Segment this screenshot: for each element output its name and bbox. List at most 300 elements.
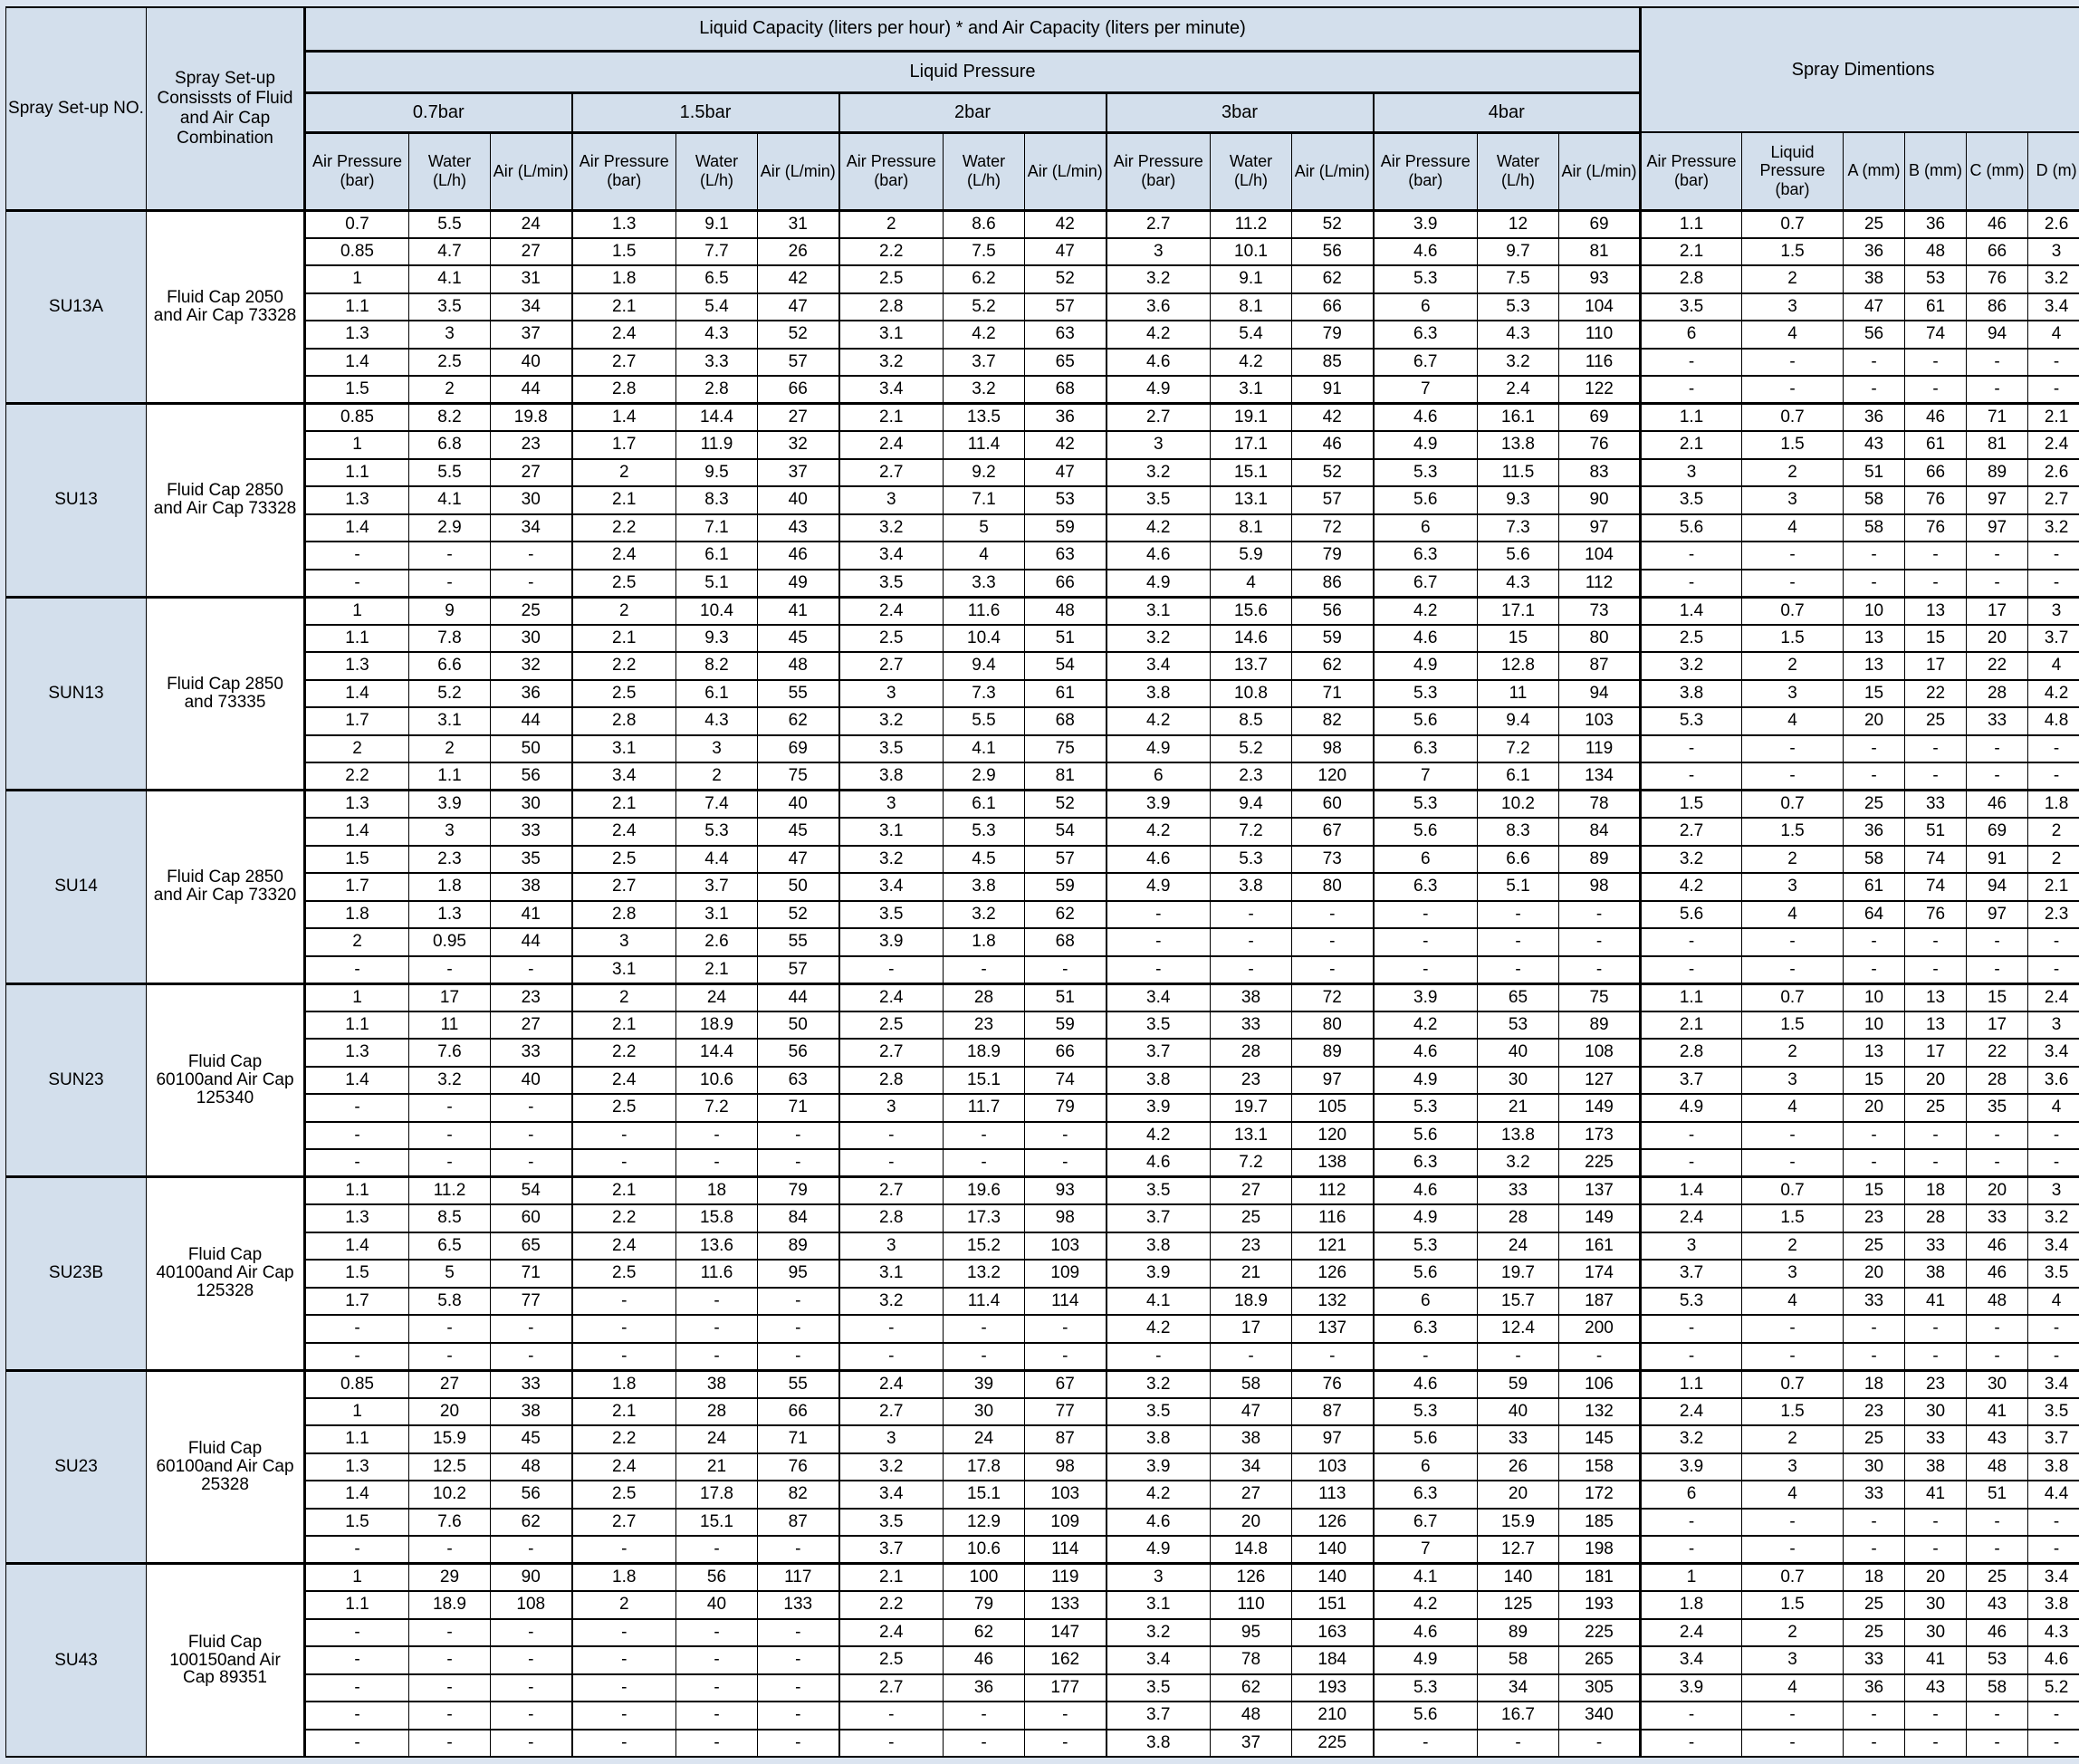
value-cell: 90 [491, 1564, 572, 1592]
value-cell: 125 [1478, 1591, 1559, 1619]
value-cell: 3 [839, 1232, 944, 1261]
value-cell: - [2028, 956, 2079, 984]
value-cell: 132 [1559, 1398, 1641, 1426]
value-cell: - [1292, 956, 1374, 984]
table-row [6, 1149, 2079, 1177]
value-cell: 17 [1211, 1315, 1292, 1343]
value-cell: - [1844, 1536, 1905, 1564]
value-cell: 18.9 [944, 1039, 1025, 1067]
value-cell: 11.2 [1211, 210, 1292, 238]
value-cell: 4.2 [1107, 818, 1211, 846]
value-cell: - [491, 1536, 572, 1564]
value-cell: 6.3 [1374, 1481, 1478, 1509]
value-cell: 9.3 [676, 625, 758, 653]
value-cell: 33 [1967, 1204, 2028, 1232]
value-cell: 2.6 [2028, 210, 2079, 238]
value-cell: - [409, 1094, 491, 1122]
value-cell: 34 [491, 514, 572, 542]
value-cell: 2 [305, 928, 409, 956]
value-cell: 41 [1905, 1288, 1967, 1316]
value-cell: - [944, 1122, 1025, 1150]
value-cell: 5.6 [1374, 707, 1478, 735]
value-cell: 33 [491, 1370, 572, 1398]
value-cell: - [491, 1315, 572, 1343]
value-cell: 74 [1905, 321, 1967, 349]
value-cell: 4.6 [1374, 1619, 1478, 1647]
value-cell: 4.9 [1107, 570, 1211, 598]
value-cell: - [409, 542, 491, 570]
value-cell: 4 [1742, 321, 1844, 349]
value-cell: - [839, 1315, 944, 1343]
value-cell: - [1742, 762, 1844, 791]
spray-dimensions-header: Spray Dimentions [1641, 7, 2079, 132]
value-cell: 31 [758, 210, 839, 238]
value-cell: 30 [1967, 1370, 2028, 1398]
value-cell: 84 [758, 1204, 839, 1232]
value-cell: 4 [1742, 1674, 1844, 1702]
value-cell: - [305, 956, 409, 984]
value-cell: 137 [1559, 1177, 1641, 1205]
value-cell: - [1844, 1730, 1905, 1758]
value-cell: - [2028, 735, 2079, 763]
value-cell: 38 [1905, 1260, 1967, 1288]
value-cell: 52 [758, 321, 839, 349]
value-cell: 0.85 [305, 404, 409, 432]
value-cell: 3.9 [409, 791, 491, 819]
value-cell: 3 [1742, 486, 1844, 514]
value-cell: - [1641, 1509, 1742, 1537]
value-cell: - [1211, 956, 1292, 984]
value-cell: 5.1 [676, 570, 758, 598]
value-cell: 5.9 [1211, 542, 1292, 570]
value-cell: 4 [1742, 1481, 1844, 1509]
value-cell: 4.2 [1641, 873, 1742, 901]
value-cell: 10.4 [944, 625, 1025, 653]
value-cell: 15.9 [409, 1425, 491, 1453]
value-cell: 7.4 [676, 791, 758, 819]
table-row [6, 376, 2079, 404]
value-cell: 3.4 [839, 542, 944, 570]
column-subheader: Air (L/min) [1559, 132, 1641, 210]
value-cell: 2.4 [572, 818, 676, 846]
value-cell: 27 [1211, 1177, 1292, 1205]
value-cell: 3 [839, 680, 944, 708]
value-cell: 1.1 [305, 625, 409, 653]
value-cell: 127 [1559, 1067, 1641, 1095]
value-cell: 97 [1559, 514, 1641, 542]
value-cell: 3 [2028, 597, 2079, 625]
value-cell: 3 [1742, 293, 1844, 321]
value-cell: 98 [1025, 1453, 1107, 1481]
value-cell: 4.3 [1478, 321, 1559, 349]
value-cell: 30 [1905, 1619, 1967, 1647]
value-cell: 2.1 [2028, 873, 2079, 901]
value-cell: 33 [1905, 1425, 1967, 1453]
value-cell: 76 [1905, 486, 1967, 514]
value-cell: 4.6 [1107, 349, 1211, 377]
value-cell: 210 [1292, 1702, 1374, 1730]
value-cell: - [1967, 1149, 2028, 1177]
value-cell: 3 [676, 735, 758, 763]
value-cell: 19.8 [491, 404, 572, 432]
value-cell: 19.7 [1478, 1260, 1559, 1288]
value-cell: 3.2 [944, 376, 1025, 404]
value-cell: 1.8 [944, 928, 1025, 956]
value-cell: 55 [758, 928, 839, 956]
value-cell: 4.9 [1107, 1536, 1211, 1564]
value-cell: 4.1 [409, 265, 491, 293]
value-cell: 4.2 [1107, 1481, 1211, 1509]
value-cell: 2.1 [572, 791, 676, 819]
value-cell: 2.7 [2028, 486, 2079, 514]
value-cell: 185 [1559, 1509, 1641, 1537]
value-cell: - [1742, 956, 1844, 984]
value-cell: 23 [1844, 1204, 1905, 1232]
value-cell: - [1967, 1730, 2028, 1758]
dimension-subheader: Liquid Pressure (bar) [1742, 132, 1844, 210]
value-cell: 74 [1905, 873, 1967, 901]
value-cell: 42 [1025, 431, 1107, 459]
value-cell: - [2028, 1315, 2079, 1343]
value-cell: - [1025, 1343, 1107, 1371]
value-cell: 3.2 [2028, 514, 2079, 542]
value-cell: 12.7 [1478, 1536, 1559, 1564]
value-cell: 1.3 [305, 1039, 409, 1067]
value-cell: 80 [1559, 625, 1641, 653]
value-cell: 28 [1967, 1067, 2028, 1095]
value-cell: 2 [1742, 1619, 1844, 1647]
value-cell: 48 [1967, 1453, 2028, 1481]
value-cell: 2.6 [676, 928, 758, 956]
value-cell: - [1107, 1343, 1211, 1371]
value-cell: 8.1 [1211, 293, 1292, 321]
value-cell: 3.4 [1107, 652, 1211, 680]
table-row [6, 956, 2079, 984]
value-cell: 50 [758, 873, 839, 901]
value-cell: 3 [409, 818, 491, 846]
value-cell: 3 [1641, 459, 1742, 487]
value-cell: 55 [758, 1370, 839, 1398]
value-cell: 3.5 [2028, 1398, 2079, 1426]
value-cell: 0.7 [1742, 1370, 1844, 1398]
value-cell: 1.3 [305, 486, 409, 514]
value-cell: 15.6 [1211, 597, 1292, 625]
value-cell: 6 [1374, 293, 1478, 321]
value-cell: 28 [1905, 1204, 1967, 1232]
value-cell: 4.9 [1374, 652, 1478, 680]
value-cell: 11.2 [409, 1177, 491, 1205]
value-cell: 140 [1292, 1536, 1374, 1564]
value-cell: 163 [1292, 1619, 1374, 1647]
value-cell: 17.3 [944, 1204, 1025, 1232]
value-cell: 4.1 [1374, 1564, 1478, 1592]
value-cell: - [1967, 928, 2028, 956]
value-cell: 42 [1025, 210, 1107, 238]
value-cell: 2 [1742, 1039, 1844, 1067]
table-row [6, 1509, 2079, 1537]
value-cell: 2.2 [305, 762, 409, 791]
value-cell: - [2028, 376, 2079, 404]
value-cell: 33 [1844, 1288, 1905, 1316]
value-cell: - [1374, 1343, 1478, 1371]
value-cell: 126 [1292, 1509, 1374, 1537]
value-cell: 2.7 [1107, 404, 1211, 432]
spray-setup-id: SU13 [6, 404, 147, 598]
value-cell: 85 [1292, 349, 1374, 377]
value-cell: 93 [1559, 265, 1641, 293]
value-cell: - [839, 956, 944, 984]
value-cell: 26 [758, 238, 839, 266]
value-cell: 4.9 [1374, 1204, 1478, 1232]
value-cell: 1.4 [572, 404, 676, 432]
value-cell: - [1742, 1702, 1844, 1730]
value-cell: 1.1 [305, 1425, 409, 1453]
value-cell: 2.8 [676, 376, 758, 404]
value-cell: 2.5 [1641, 625, 1742, 653]
value-cell: 51 [1905, 818, 1967, 846]
value-cell: 15 [1844, 1067, 1905, 1095]
value-cell: 16.1 [1478, 404, 1559, 432]
value-cell: 84 [1559, 818, 1641, 846]
value-cell: 34 [1211, 1453, 1292, 1481]
value-cell: 80 [1292, 873, 1374, 901]
value-cell: - [676, 1619, 758, 1647]
value-cell: 43 [1967, 1425, 2028, 1453]
value-cell: 10.2 [1478, 791, 1559, 819]
value-cell: 48 [758, 652, 839, 680]
value-cell: 20 [1967, 1177, 2028, 1205]
value-cell: 18 [1905, 1177, 1967, 1205]
value-cell: - [1742, 349, 1844, 377]
value-cell: 2 [2028, 818, 2079, 846]
value-cell: 0.7 [1742, 1564, 1844, 1592]
table-row [6, 1039, 2079, 1067]
value-cell: - [1844, 735, 1905, 763]
value-cell: 1 [305, 265, 409, 293]
value-cell: 17.8 [676, 1481, 758, 1509]
value-cell: - [1742, 1730, 1844, 1758]
value-cell: 51 [1967, 1481, 2028, 1509]
value-cell: 13.5 [944, 404, 1025, 432]
column-subheader: Air Pressure (bar) [1107, 132, 1211, 210]
value-cell: 30 [1905, 1398, 1967, 1426]
table-row [6, 928, 2079, 956]
value-cell: 8.2 [409, 404, 491, 432]
value-cell: 2 [1742, 1232, 1844, 1261]
value-cell: 1.1 [1641, 1370, 1742, 1398]
value-cell: 46 [1967, 210, 2028, 238]
value-cell: 3.5 [409, 293, 491, 321]
cap-combination: Fluid Cap 2050 and Air Cap 73328 [147, 210, 305, 404]
value-cell: 2.5 [839, 1011, 944, 1040]
value-cell: 2.5 [839, 265, 944, 293]
value-cell: 1.8 [572, 1564, 676, 1592]
value-cell: 2.7 [572, 873, 676, 901]
value-cell: 52 [1292, 459, 1374, 487]
value-cell: 40 [1478, 1039, 1559, 1067]
value-cell: 91 [1967, 846, 2028, 874]
value-cell: - [1641, 1343, 1742, 1371]
value-cell: - [572, 1702, 676, 1730]
value-cell: 25 [1844, 791, 1905, 819]
value-cell: 7 [1374, 376, 1478, 404]
value-cell: 2.9 [944, 762, 1025, 791]
value-cell: 51 [1025, 625, 1107, 653]
column-subheader: Water (L/h) [676, 132, 758, 210]
value-cell: 4 [1742, 1288, 1844, 1316]
value-cell: 5.1 [1478, 873, 1559, 901]
value-cell: 15 [1478, 625, 1559, 653]
value-cell: 90 [1559, 486, 1641, 514]
value-cell: 40 [758, 791, 839, 819]
value-cell: 113 [1292, 1481, 1374, 1509]
value-cell: 6.2 [944, 265, 1025, 293]
value-cell: 5.3 [1374, 680, 1478, 708]
value-cell: 4 [1742, 1094, 1844, 1122]
value-cell: 2.1 [1641, 431, 1742, 459]
table-row [6, 1204, 2079, 1232]
value-cell: 46 [1967, 1260, 2028, 1288]
value-cell: 61 [1905, 293, 1967, 321]
value-cell: 3.2 [839, 349, 944, 377]
value-cell: - [1844, 1343, 1905, 1371]
value-cell: 4.1 [944, 735, 1025, 763]
value-cell: - [1905, 1343, 1967, 1371]
value-cell: 76 [1292, 1370, 1374, 1398]
value-cell: 3.4 [2028, 1370, 2079, 1398]
value-cell: - [1905, 1536, 1967, 1564]
value-cell: 79 [1292, 542, 1374, 570]
value-cell: 2.4 [839, 1619, 944, 1647]
value-cell: 6.1 [944, 791, 1025, 819]
value-cell: 174 [1559, 1260, 1641, 1288]
value-cell: 7.5 [944, 238, 1025, 266]
value-cell: - [1844, 928, 1905, 956]
value-cell: 147 [1025, 1619, 1107, 1647]
value-cell: 13.2 [944, 1260, 1025, 1288]
value-cell: 3.5 [1107, 1674, 1211, 1702]
value-cell: 114 [1025, 1288, 1107, 1316]
value-cell: - [1559, 1730, 1641, 1758]
value-cell: 2 [2028, 846, 2079, 874]
value-cell: 15.1 [1211, 459, 1292, 487]
value-cell: 1.7 [305, 873, 409, 901]
value-cell: - [1905, 542, 1967, 570]
value-cell: 73 [1559, 597, 1641, 625]
value-cell: 10.8 [1211, 680, 1292, 708]
value-cell: - [758, 1536, 839, 1564]
value-cell: 36 [1844, 238, 1905, 266]
value-cell: 97 [1292, 1425, 1374, 1453]
value-cell: 64 [1844, 901, 1905, 929]
value-cell: 4 [2028, 1288, 2079, 1316]
value-cell: 3.3 [944, 570, 1025, 598]
value-cell: 2.1 [572, 1398, 676, 1426]
value-cell: 62 [758, 707, 839, 735]
value-cell: 6.7 [1374, 1509, 1478, 1537]
value-cell: - [491, 1343, 572, 1371]
value-cell: 82 [758, 1481, 839, 1509]
value-cell: 7.2 [1211, 818, 1292, 846]
value-cell: 4.2 [1374, 1591, 1478, 1619]
table-row [6, 1094, 2079, 1122]
value-cell: - [1844, 1315, 1905, 1343]
value-cell: 1.8 [572, 1370, 676, 1398]
table-row [6, 735, 2079, 763]
value-cell: - [1478, 928, 1559, 956]
table-row [6, 873, 2079, 901]
value-cell: - [1742, 1315, 1844, 1343]
value-cell: 11.6 [676, 1260, 758, 1288]
table-row [6, 762, 2079, 791]
value-cell: 2.7 [839, 1674, 944, 1702]
value-cell: 76 [1967, 265, 2028, 293]
value-cell: - [1025, 1122, 1107, 1150]
value-cell: 25 [1844, 1619, 1905, 1647]
value-cell: 4.7 [409, 238, 491, 266]
value-cell: 53 [1967, 1646, 2028, 1674]
dimension-subheader: A (mm) [1844, 132, 1905, 210]
value-cell: - [491, 1094, 572, 1122]
value-cell: - [1742, 1122, 1844, 1150]
value-cell: 11.7 [944, 1094, 1025, 1122]
value-cell: - [758, 1288, 839, 1316]
value-cell: 2.4 [2028, 983, 2079, 1011]
value-cell: - [572, 1619, 676, 1647]
value-cell: - [1844, 1149, 1905, 1177]
value-cell: - [1967, 570, 2028, 598]
value-cell: 4 [1742, 514, 1844, 542]
table-row [6, 1315, 2079, 1343]
table-row [6, 1674, 2079, 1702]
table-row [6, 349, 2079, 377]
column-subheader: Air Pressure (bar) [1374, 132, 1478, 210]
value-cell: - [1905, 1122, 1967, 1150]
value-cell: 2.8 [1641, 265, 1742, 293]
value-cell: 3.2 [1107, 459, 1211, 487]
value-cell: 13 [1905, 983, 1967, 1011]
value-cell: 1.1 [1641, 404, 1742, 432]
value-cell: 63 [1025, 542, 1107, 570]
value-cell: 20 [409, 1398, 491, 1426]
value-cell: 2.4 [1641, 1619, 1742, 1647]
value-cell: 46 [1967, 1232, 2028, 1261]
value-cell: 23 [1211, 1232, 1292, 1261]
value-cell: 6 [1374, 514, 1478, 542]
value-cell: 4 [1742, 901, 1844, 929]
value-cell: - [758, 1315, 839, 1343]
value-cell: 5.6 [1641, 901, 1742, 929]
value-cell: 5.6 [1374, 1702, 1478, 1730]
value-cell: 5 [409, 1260, 491, 1288]
value-cell: - [1025, 1702, 1107, 1730]
value-cell: 33 [1478, 1177, 1559, 1205]
value-cell: - [944, 1730, 1025, 1758]
value-cell: - [1742, 1536, 1844, 1564]
value-cell: 9.2 [944, 459, 1025, 487]
value-cell: 30 [1844, 1453, 1905, 1481]
value-cell: - [2028, 1509, 2079, 1537]
value-cell: 6.3 [1374, 542, 1478, 570]
value-cell: 1.5 [305, 376, 409, 404]
value-cell: 1.3 [409, 901, 491, 929]
value-cell: 3.7 [944, 349, 1025, 377]
value-cell: 1.4 [305, 1067, 409, 1095]
value-cell: 1.1 [305, 459, 409, 487]
value-cell: 10.6 [676, 1067, 758, 1095]
table-row [6, 321, 2079, 349]
value-cell: 47 [758, 293, 839, 321]
